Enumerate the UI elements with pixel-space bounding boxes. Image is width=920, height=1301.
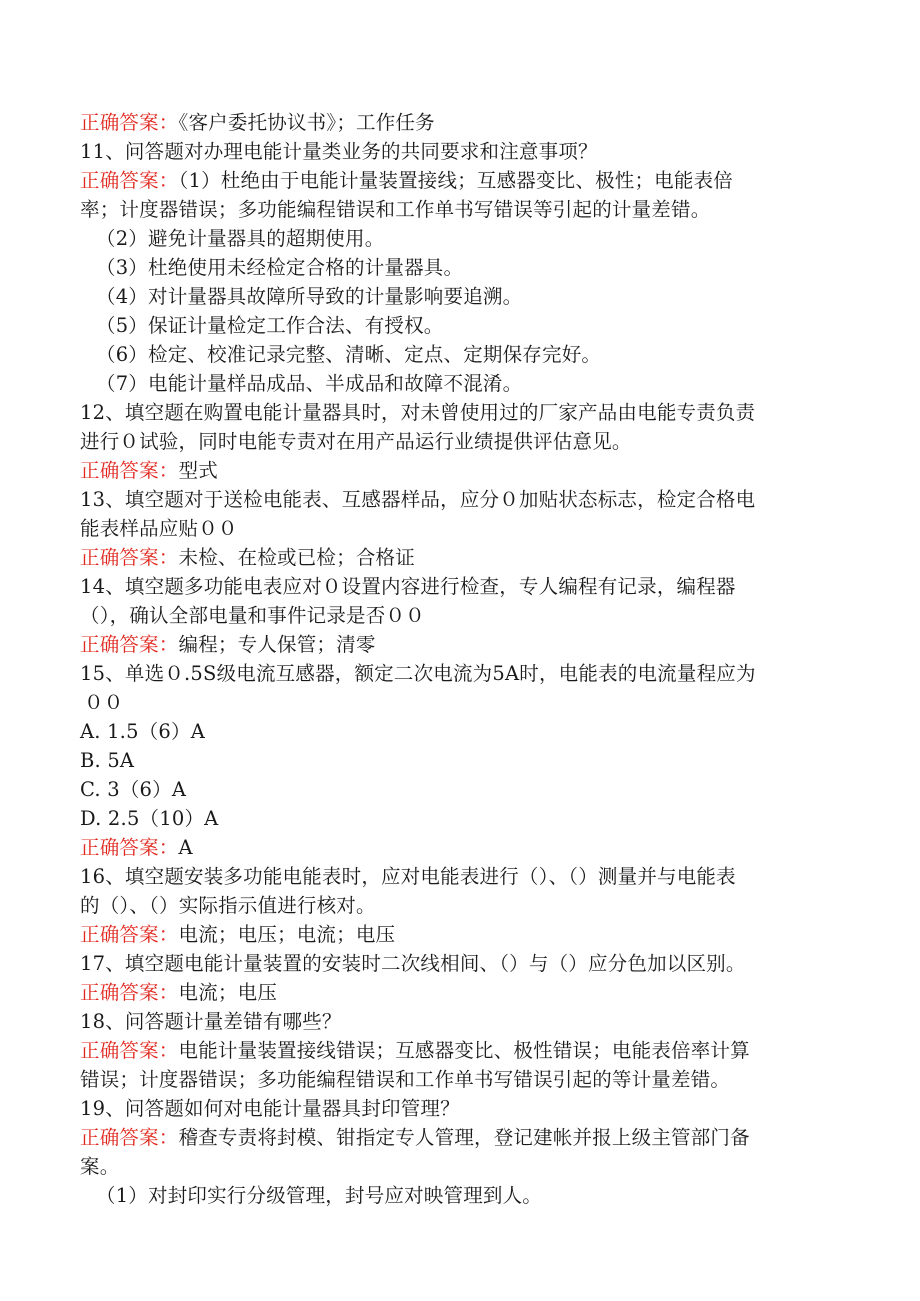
question-line: 11、问答题对办理电能计量类业务的共同要求和注意事项？ (80, 140, 598, 163)
question-line: 16、填空题安装多功能电能表时，应对电能表进行（）、（）测量并与电能表 (80, 865, 736, 888)
answer-line (80, 108, 820, 137)
answer-text: （1）杜绝由于电能计量装置接线；互感器变比、极性；电能表倍 (178, 169, 733, 192)
answer-line (80, 456, 820, 485)
answer-item: （6）检定、校准记录完整、清晰、定点、定期保存完好。 (96, 343, 602, 366)
question-continuation: 的（）、（）实际指示值进行核对。 (80, 894, 376, 917)
question-line: 14、填空题多功能电表应对０设置内容进行检查，专人编程有记录，编程器 (80, 575, 736, 598)
answer-line (80, 543, 820, 572)
answer-continuation: 率；计度器错误；多功能编程错误和工作单书写错误等引起的计量差错。 (80, 198, 711, 221)
answer-label: 正确答案： (80, 633, 179, 656)
answer-text: 《客户委托协议书》；工作任务 (178, 111, 435, 134)
answer-line (80, 630, 820, 659)
answer-line (80, 920, 820, 949)
answer-line (80, 1036, 820, 1065)
answer-item: （7）电能计量样品成品、半成品和故障不混淆。 (96, 372, 523, 395)
answer-item: （2）避免计量器具的超期使用。 (96, 227, 385, 250)
answer-item: （5）保证计量检定工作合法、有授权。 (96, 314, 444, 337)
answer-line (80, 1123, 820, 1152)
question-line: 19、问答题如何对电能计量器具封印管理？ (80, 1097, 460, 1120)
question-line: 18、问答题计量差错有哪些？ (80, 1010, 342, 1033)
answer-line (80, 978, 820, 1007)
option-c: C. 3（6）A (80, 778, 187, 801)
answer-text: 未检、在检或已检；合格证 (178, 546, 415, 569)
question-line: 13、填空题对于送检电能表、互感器样品，应分０加贴状态标志，检定合格电 (80, 488, 756, 511)
answer-label: 正确答案： (80, 923, 179, 946)
answer-label: 正确答案： (80, 1126, 179, 1149)
answer-item: （4）对计量器具故障所导致的计量影响要追溯。 (96, 285, 523, 308)
answer-text: 稽查专责将封模、钳指定专人管理，登记建帐并报上级主管部门备 (178, 1126, 750, 1149)
question-continuation: ００ (84, 691, 124, 714)
answer-line (80, 833, 820, 862)
answer-label: 正确答案： (80, 981, 179, 1004)
question-continuation: 能表样品应贴００ (80, 517, 238, 540)
answer-label: 正确答案： (80, 169, 179, 192)
answer-text: 电流；电压 (178, 981, 278, 1004)
question-line: 17、填空题电能计量装置的安装时二次线相间、（）与（）应分色加以区别。 (80, 952, 746, 975)
answer-label: 正确答案： (80, 1039, 179, 1062)
option-b: B. 5A (80, 749, 135, 772)
answer-text: A (178, 836, 193, 859)
answer-line (80, 166, 820, 195)
answer-text: 编程；专人保管；清零 (178, 633, 376, 656)
answer-text: 型式 (178, 459, 218, 482)
answer-text: 电流；电压；电流；电压 (178, 923, 396, 946)
answer-continuation: 错误；计度器错误；多功能编程错误和工作单书写错误引起的等计量差错。 (80, 1068, 731, 1091)
question-line: 15、单选０.5S级电流互感器，额定二次电流为5A时，电能表的电流量程应为 (80, 662, 756, 685)
document-page (80, 108, 820, 1210)
answer-continuation: 案。 (80, 1155, 120, 1178)
answer-text: 电能计量装置接线错误；互感器变比、极性错误；电能表倍率计算 (178, 1039, 750, 1062)
option-a: A. 1.5（6）A (80, 720, 205, 743)
question-line: 12、填空题在购置电能计量器具时，对未曾使用过的厂家产品由电能专责负责 (80, 401, 756, 424)
question-continuation: 进行０试验，同时电能专责对在用产品运行业绩提供评估意见。 (80, 430, 632, 453)
question-continuation: （），确认全部电量和事件记录是否００ (80, 604, 425, 627)
answer-item: （1）对封印实行分级管理，封号应对映管理到人。 (96, 1184, 543, 1207)
option-d: D. 2.5（10）A (80, 807, 219, 830)
answer-label: 正确答案： (80, 459, 179, 482)
answer-label: 正确答案： (80, 836, 179, 859)
answer-item: （3）杜绝使用未经检定合格的计量器具。 (96, 256, 464, 279)
answer-label: 正确答案： (80, 111, 179, 134)
answer-label: 正确答案： (80, 546, 179, 569)
